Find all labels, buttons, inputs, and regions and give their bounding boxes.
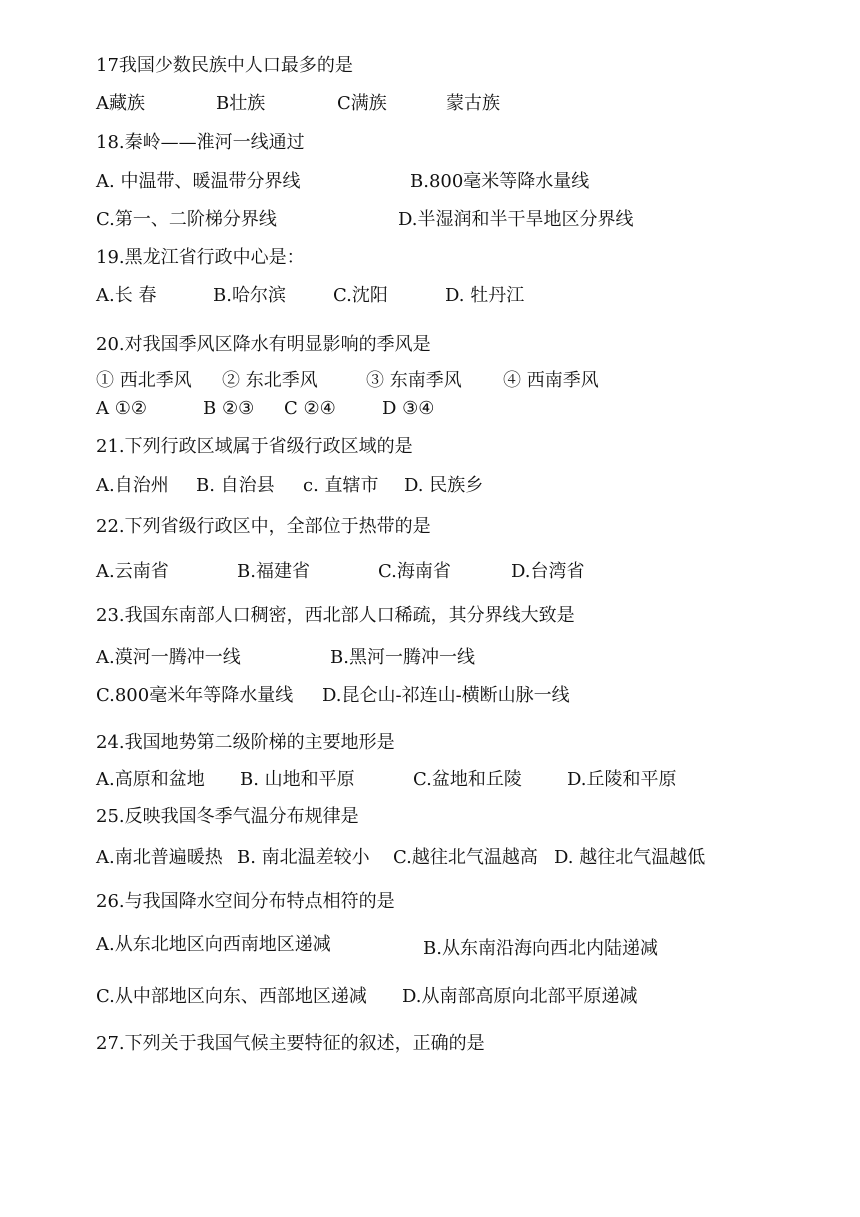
question-19-option-b: B.哈尔滨 bbox=[213, 285, 286, 306]
question-21-stem: 21.下列行政区域属于省级行政区域的是 bbox=[96, 436, 413, 457]
question-17-option-b: B壮族 bbox=[216, 93, 266, 114]
question-20-option-d: D ③④ bbox=[382, 398, 435, 419]
question-21-option-c: c. 直辖市 bbox=[303, 475, 379, 496]
question-24-option-c: C.盆地和丘陵 bbox=[413, 769, 522, 790]
question-18-stem: 18.秦岭——淮河一线通过 bbox=[96, 132, 305, 153]
question-19-option-a: A.长 春 bbox=[96, 285, 157, 306]
question-21-option-a: A.自治州 bbox=[96, 475, 169, 496]
question-21-option-b: B. 自治县 bbox=[196, 475, 275, 496]
question-18-option-d: D.半湿润和半干旱地区分界线 bbox=[398, 209, 634, 230]
question-19-stem: 19.黑龙江省行政中心是： bbox=[96, 247, 305, 268]
question-25-option-d: D. 越往北气温越低 bbox=[554, 847, 706, 868]
question-20-option-a: A ①② bbox=[96, 398, 147, 419]
question-19-option-c: C.沈阳 bbox=[333, 285, 388, 306]
question-24-option-d: D.丘陵和平原 bbox=[567, 769, 677, 790]
question-17-option-c: C满族 bbox=[337, 93, 387, 114]
question-22-option-d: D.台湾省 bbox=[511, 561, 585, 582]
question-25-stem: 25.反映我国冬季气温分布规律是 bbox=[96, 806, 359, 827]
question-25-option-a: A.南北普遍暖热 bbox=[96, 847, 223, 868]
question-17-option-a: A藏族 bbox=[96, 93, 145, 114]
question-26-option-b: B.从东南沿海向西北内陆递减 bbox=[423, 938, 658, 959]
question-23-option-a: A.漠河一腾冲一线 bbox=[96, 647, 241, 668]
question-24-option-a: A.高原和盆地 bbox=[96, 769, 205, 790]
question-24-stem: 24.我国地势第二级阶梯的主要地形是 bbox=[96, 732, 395, 753]
question-18-option-c: C.第一、二阶梯分界线 bbox=[96, 209, 277, 230]
question-24-option-b: B. 山地和平原 bbox=[240, 769, 355, 790]
question-18-option-b: B.800毫米等降水量线 bbox=[410, 171, 590, 192]
question-22-option-b: B.福建省 bbox=[237, 561, 310, 582]
question-26-stem: 26.与我国降水空间分布特点相符的是 bbox=[96, 891, 395, 912]
question-20-stem: 20.对我国季风区降水有明显影响的季风是 bbox=[96, 334, 431, 355]
question-20-item-3: ③ 东南季风 bbox=[366, 370, 462, 391]
question-20-option-b: B ②③ bbox=[203, 398, 255, 419]
question-22-option-a: A.云南省 bbox=[96, 561, 169, 582]
question-25-option-c: C.越往北气温越高 bbox=[393, 847, 538, 868]
question-19-option-d: D. 牡丹江 bbox=[445, 285, 525, 306]
question-20-item-1: ① 西北季风 bbox=[96, 370, 192, 391]
question-21-option-d: D. 民族乡 bbox=[404, 475, 484, 496]
question-23-option-b: B.黑河一腾冲一线 bbox=[330, 647, 475, 668]
question-23-stem: 23.我国东南部人口稠密，西北部人口稀疏，其分界线大致是 bbox=[96, 605, 575, 626]
question-23-option-d: D.昆仑山-祁连山-横断山脉一线 bbox=[322, 685, 570, 706]
question-22-option-c: C.海南省 bbox=[378, 561, 451, 582]
question-17-stem: 17我国少数民族中人口最多的是 bbox=[96, 55, 353, 76]
question-22-stem: 22.下列省级行政区中，全部位于热带的是 bbox=[96, 516, 431, 537]
question-17-option-d: 蒙古族 bbox=[446, 93, 500, 114]
question-26-option-d: D.从南部高原向北部平原递减 bbox=[402, 986, 638, 1007]
question-20-item-2: ② 东北季风 bbox=[222, 370, 318, 391]
question-26-option-c: C.从中部地区向东、西部地区递减 bbox=[96, 986, 367, 1007]
question-20-item-4: ④ 西南季风 bbox=[503, 370, 599, 391]
question-25-option-b: B. 南北温差较小 bbox=[237, 847, 370, 868]
question-27-stem: 27.下列关于我国气候主要特征的叙述，正确的是 bbox=[96, 1033, 485, 1054]
question-26-option-a: A.从东北地区向西南地区递减 bbox=[96, 934, 331, 955]
question-20-option-c: C ②④ bbox=[284, 398, 336, 419]
question-18-option-a: A. 中温带、暖温带分界线 bbox=[96, 171, 301, 192]
question-23-option-c: C.800毫米年等降水量线 bbox=[96, 685, 294, 706]
